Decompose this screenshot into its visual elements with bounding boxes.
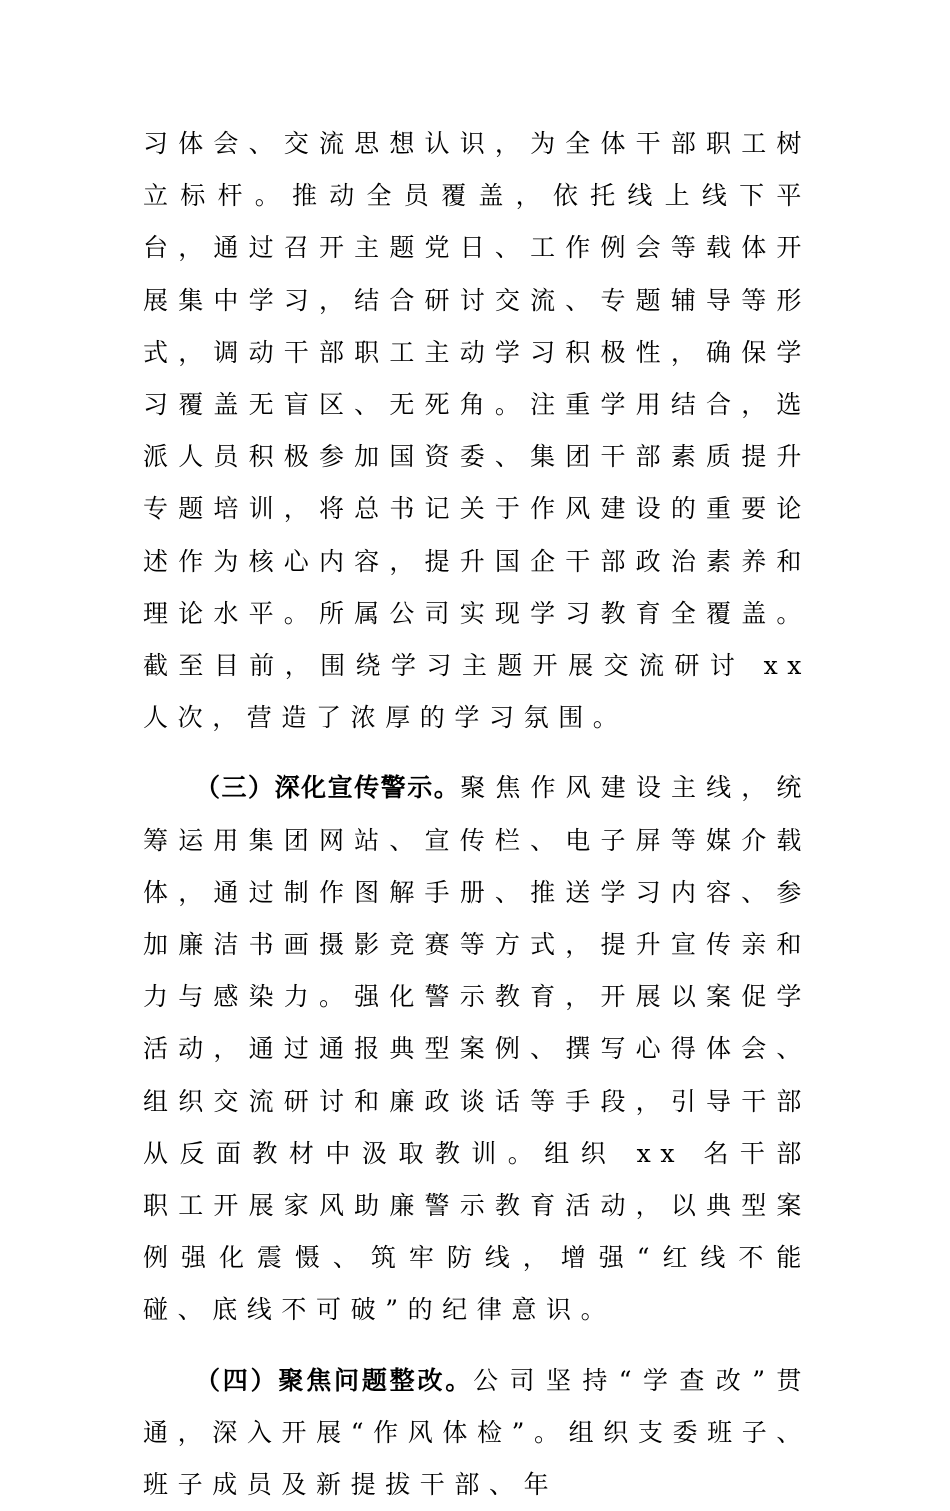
document-page — [143, 118, 811, 1511]
paragraph-body: 公司坚持“学查改”贯通，深入开展“作风体检”。组织支委班子、班子成员及新提拔干部、年 — [143, 1365, 811, 1500]
section-heading-4: （四）聚焦问题整改。 — [195, 1365, 474, 1395]
paragraph-body: 聚焦作风建设主线，统筹运用集团网站、宣传栏、电子屏等媒介载体，通过制作图解手册、推送学习内容、参加廉洁书画摄影竞赛等方式，提升宣传亲和力与感染力。强化警示教育，开展以案促学活动，通过通报典型案例、撰写心得体会、组织交流研讨和廉政谈话等手段，引导干部从反面教材中汲取教训。组织 xx 名干部职工开展家风助廉警示教育活动，以典型案例强化震慑、筑牢防线，增强“红线不能碰、底线不可破”的纪律意识。 — [143, 773, 811, 1325]
paragraph-publicity-warning — [143, 762, 811, 1336]
paragraph-body: 习体会、交流思想认识，为全体干部职工树立标杆。推动全员覆盖，依托线上线下平台，通过召开主题党日、工作例会等载体开展集中学习，结合研讨交流、专题辅导等形式，调动干部职工主动学习积极性，确保学习覆盖无盲区、无死角。注重学用结合，选派人员积极参加国资委、集团干部素质提升专题培训，将总书记关于作风建设的重要论述作为核心内容，提升国企干部政治素养和理论水平。所属公司实现学习教育全覆盖。截至目前，围绕学习主题开展交流研讨 xx 人次，营造了浓厚的学习氛围。 — [143, 129, 811, 733]
paragraph-study-coverage — [143, 118, 811, 744]
paragraph-problem-rectification — [143, 1355, 811, 1511]
section-heading-3: （三）深化宣传警示。 — [195, 773, 461, 803]
